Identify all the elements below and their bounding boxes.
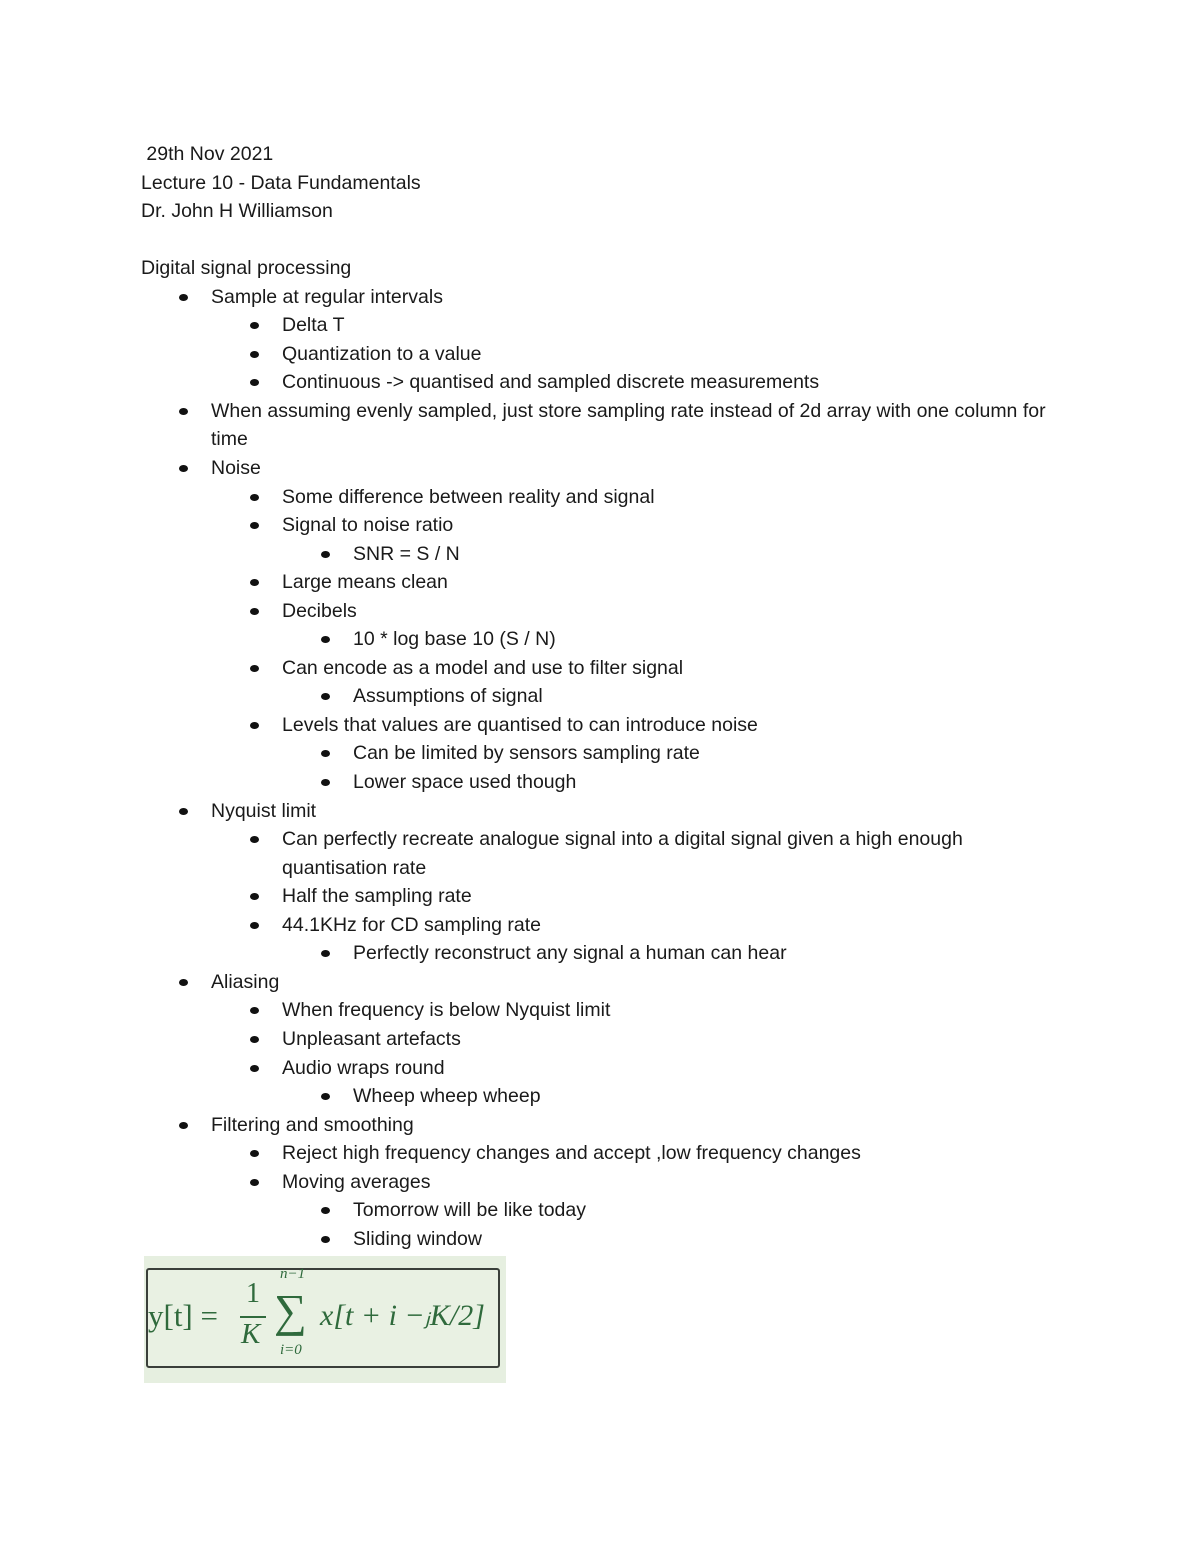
bullet-icon xyxy=(250,494,259,501)
bullet-icon xyxy=(250,1065,259,1072)
bullet-item-level-2 xyxy=(141,911,1059,940)
bullet-icon xyxy=(250,579,259,586)
bullet-text: Some difference between reality and signal xyxy=(282,485,655,508)
bullet-icon xyxy=(250,1150,259,1157)
bullet-text: 44.1KHz for CD sampling rate xyxy=(282,913,542,936)
bullet-item-level-2 xyxy=(141,483,1059,512)
bullet-text: Can perfectly recreate analogue signal into a digital signal given a high enough quantisation rate xyxy=(282,828,963,879)
bullet-item-level-3 xyxy=(141,682,1059,711)
bullet-icon xyxy=(179,979,188,986)
bullet-icon xyxy=(179,294,188,301)
bullet-item-level-2 xyxy=(141,711,1059,740)
bullet-icon xyxy=(321,551,330,558)
bullet-item-level-2 xyxy=(141,1025,1059,1054)
bullet-icon xyxy=(321,750,330,757)
formula-lower: i=0 xyxy=(280,1342,302,1358)
formula-denominator: K xyxy=(241,1318,261,1350)
bullet-text: Decibels xyxy=(282,599,357,622)
bullet-text: Audio wraps round xyxy=(282,1056,445,1079)
bullet-text: Half the sampling rate xyxy=(282,885,472,908)
bullet-item-level-3 xyxy=(141,540,1059,569)
bullet-icon xyxy=(321,1236,330,1243)
bullet-item-level-1 xyxy=(141,968,1059,997)
bullet-icon xyxy=(179,408,188,415)
bullet-item-level-1 xyxy=(141,797,1059,826)
bullet-icon xyxy=(321,779,330,786)
bullet-item-level-1 xyxy=(141,454,1059,483)
bullet-item-level-2 xyxy=(141,311,1059,340)
bullet-icon xyxy=(250,665,259,672)
bullet-text: Reject high frequency changes and accept ,low frequency changes xyxy=(282,1142,861,1165)
bullet-text: Sample at regular intervals xyxy=(211,285,443,308)
bullet-text: Delta T xyxy=(282,314,345,337)
bullet-item-level-1 xyxy=(141,1111,1059,1140)
formula-numerator: 1 xyxy=(246,1278,260,1309)
bullet-text: Perfectly reconstruct any signal a human can hear xyxy=(353,942,787,965)
bullet-text: Unpleasant artefacts xyxy=(282,1027,461,1050)
bullet-item-level-3 xyxy=(141,1196,1059,1225)
bullet-item-level-2 xyxy=(141,996,1059,1025)
bullet-item-level-2 xyxy=(141,1054,1059,1083)
bullet-icon xyxy=(250,1036,259,1043)
bullet-text: Aliasing xyxy=(211,970,280,993)
moving-average-formula-image xyxy=(144,1256,506,1383)
bullet-item-level-3 xyxy=(141,1225,1059,1254)
bullet-item-level-2 xyxy=(141,568,1059,597)
bullet-icon xyxy=(250,1179,259,1186)
lecture-title: Lecture 10 - Data Fundamentals xyxy=(141,171,421,194)
bullet-item-level-2 xyxy=(141,1139,1059,1168)
bullet-item-level-2 xyxy=(141,368,1059,397)
bullet-text: Large means clean xyxy=(282,571,448,594)
bullet-icon xyxy=(250,893,259,900)
bullet-text: 10 * log base 10 (S / N) xyxy=(353,628,556,651)
bullet-icon xyxy=(250,351,259,358)
bullet-icon xyxy=(321,693,330,700)
bullet-item-level-3 xyxy=(141,625,1059,654)
formula-lhs: y[t] = xyxy=(148,1298,218,1333)
bullet-text: When assuming evenly sampled, just store sampling rate instead of 2d array with one column for time xyxy=(211,399,1046,451)
bullet-icon xyxy=(321,950,330,957)
bullet-text: Noise xyxy=(211,457,261,480)
bullet-text: Continuous -> quantised and sampled discrete measurements xyxy=(282,371,820,394)
bullet-icon xyxy=(179,808,188,815)
bullet-icon xyxy=(250,836,259,843)
bullet-item-level-2 xyxy=(141,1168,1059,1197)
bullet-item-level-2 xyxy=(141,882,1059,911)
bullet-text: Levels that values are quantised to can introduce noise xyxy=(282,713,758,736)
bullet-text: Quantization to a value xyxy=(282,342,482,365)
bullet-icon xyxy=(179,465,188,472)
bullet-list xyxy=(141,283,1059,1254)
bullet-text: Filtering and smoothing xyxy=(211,1113,414,1136)
bullet-icon xyxy=(250,722,259,729)
bullet-icon xyxy=(250,379,259,386)
bullet-icon xyxy=(250,322,259,329)
bullet-text: Lower space used though xyxy=(353,771,577,794)
bullet-item-level-1 xyxy=(141,283,1059,312)
bullet-text: Can be limited by sensors sampling rate xyxy=(353,742,700,765)
bullet-item-level-2 xyxy=(141,511,1059,540)
bullet-item-level-3 xyxy=(141,768,1059,797)
bullet-icon xyxy=(250,922,259,929)
bullet-item-level-2 xyxy=(141,597,1059,626)
bullet-text: Can encode as a model and use to filter signal xyxy=(282,656,684,679)
bullet-icon xyxy=(321,1207,330,1214)
bullet-text: Sliding window xyxy=(353,1227,482,1250)
bullet-icon xyxy=(321,636,330,643)
bullet-text: Nyquist limit xyxy=(211,799,317,822)
bullet-text: Tomorrow will be like today xyxy=(353,1199,587,1222)
document-body xyxy=(141,140,1059,1253)
bullet-text: Signal to noise ratio xyxy=(282,514,454,537)
bullet-item-level-2 xyxy=(141,654,1059,683)
bullet-item-level-3 xyxy=(141,739,1059,768)
blank-line xyxy=(141,226,1059,255)
bullet-item-level-3 xyxy=(141,939,1059,968)
bullet-icon xyxy=(250,1007,259,1014)
bullet-text: Wheep wheep wheep xyxy=(353,1085,541,1108)
bullet-icon xyxy=(250,608,259,615)
bullet-text: SNR = S / N xyxy=(353,542,460,565)
bullet-text: Moving averages xyxy=(282,1170,431,1193)
author: Dr. John H Williamson xyxy=(141,200,333,223)
bullet-text: When frequency is below Nyquist limit xyxy=(282,999,611,1022)
bullet-item-level-2 xyxy=(141,825,1059,882)
bullet-icon xyxy=(321,1093,330,1100)
bullet-text: Assumptions of signal xyxy=(353,685,543,708)
section-title: Digital signal processing xyxy=(141,257,352,280)
sum-symbol: ∑ xyxy=(274,1285,307,1336)
bullet-item-level-1 xyxy=(141,397,1059,454)
bullet-item-level-2 xyxy=(141,340,1059,369)
bullet-item-level-3 xyxy=(141,1082,1059,1111)
formula-upper: n−1 xyxy=(280,1266,306,1282)
formula-body: x[t + i −ⱼK/2] xyxy=(320,1299,485,1332)
formula-box xyxy=(146,1268,500,1368)
bullet-icon xyxy=(250,522,259,529)
bullet-icon xyxy=(179,1122,188,1129)
date: 29th Nov 2021 xyxy=(141,143,274,165)
